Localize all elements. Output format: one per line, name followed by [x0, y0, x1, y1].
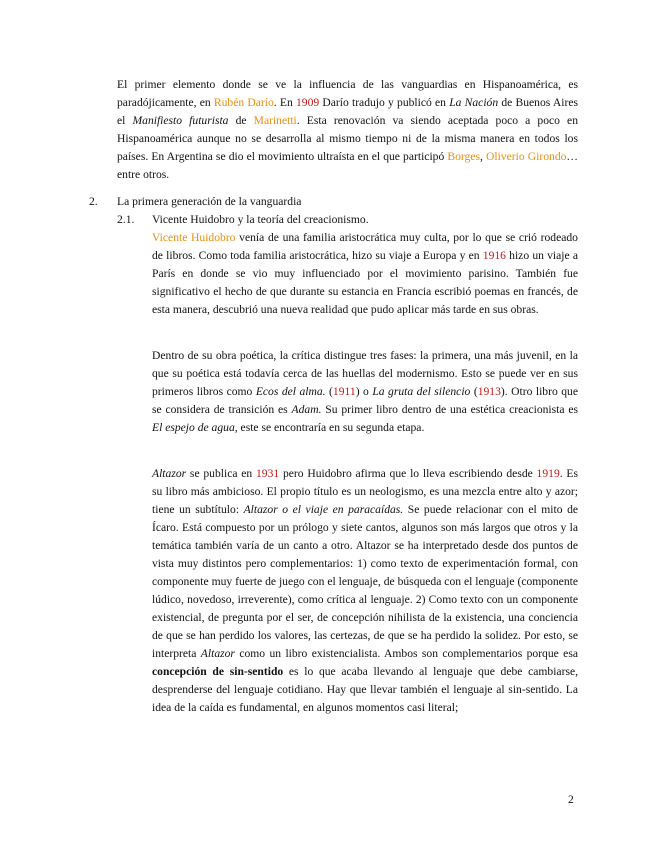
text: Darío tradujo y publicó en — [319, 96, 450, 109]
link-borges[interactable]: Borges — [447, 150, 481, 163]
text: . En — [273, 96, 296, 109]
text: El primer elemento donde se ve la influencia de las vanguardias en Hispanoamérica, es paradójicamente, en — [117, 78, 578, 109]
text: , — [480, 150, 487, 163]
link-year-1931[interactable]: 1931 — [255, 467, 280, 480]
text: ( — [470, 385, 478, 398]
paragraph-altazor — [152, 465, 578, 717]
text: se publica en — [186, 467, 256, 480]
text: de Buenos Aires el — [117, 96, 578, 127]
link-year-1911[interactable]: 1911 — [332, 385, 356, 398]
link-ruben-dario[interactable]: Rubén Darío — [213, 96, 274, 109]
title-ecos-del-alma: Ecos del alma. — [255, 385, 326, 398]
link-year-1919[interactable]: 1919 — [536, 467, 560, 480]
link-oliverio-girondo[interactable]: Oliverio Girondo — [486, 150, 567, 163]
text: de — [228, 114, 254, 127]
title-el-espejo-de-agua: El espejo de agua — [152, 421, 235, 434]
title-altazor: Altazor — [200, 647, 235, 660]
text: ) o — [355, 385, 373, 398]
text: como un libro existencialista. Ambos son complementarios porque esa — [234, 647, 578, 660]
subsection-heading: Vicente Huidobro y la teoría del creacionismo. — [152, 213, 369, 226]
title-la-nacion: La Nación — [449, 96, 499, 109]
subsection-number: 2.1. — [117, 213, 135, 226]
text: venía de una familia aristocrática muy culta, por lo que se crió rodeado de libros. Como toda familia aristocrática, hizo su viaje a Europa y en — [152, 231, 578, 262]
text: … entre otros. — [117, 150, 579, 181]
link-year-1913[interactable]: 1913 — [477, 385, 501, 398]
text: es lo que acaba llevando al lenguaje que debe cambiarse, desprenderse del lenguaje cotidiano. Hay que llevar también el lenguaje al sin-sentido. La idea de la caída es fundamental, en algunos momentos casi literal; — [152, 665, 579, 714]
section-number: 2. — [89, 195, 98, 208]
text: hizo un viaje a París en donde se vio muy influenciado por el movimiento parisino. También fue significativo el hecho de que durante su estancia en Francia escribió poemas en francés, de esta manera, descubrió una nueva realidad que pudo aplicar más tarde en sus obras. — [152, 249, 579, 316]
section-heading: La primera generación de la vanguardia — [117, 195, 302, 208]
bold-phrase: concepción de sin-sentido — [152, 665, 284, 678]
text: , este se encontraría en su segunda etapa. — [234, 421, 425, 434]
title-adam: Adam. — [291, 403, 322, 416]
page-number: 2 — [568, 793, 574, 806]
title-altazor: Altazor — [152, 467, 187, 480]
text: ). Otro libro que se considera de transición es — [152, 385, 578, 416]
link-year-1909[interactable]: 1909 — [295, 96, 320, 109]
link-year-1916[interactable]: 1916 — [482, 249, 506, 262]
text: pero Huidobro afirma que lo lleva escribiendo desde — [279, 467, 537, 480]
text: . Esta renovación va siendo aceptada poco a poco en Hispanoamérica aunque no se desarrolla al mismo tiempo ni de la misma manera en todos los países. En Argentina se dio el movimiento ultraísta en el que participó — [117, 114, 579, 163]
title-la-gruta-del-silencio: La gruta del silencio — [372, 385, 471, 398]
text: Dentro de su obra poética, la crítica distingue tres fases: la primera, una más juvenil, en la que su poética está todavía cerca de las huellas del modernismo. Esto se puede ver en sus primeros libros como — [152, 349, 578, 398]
text: . Es su libro más ambicioso. El propio título es un neologismo, es una mezcla entre alto y azor; tiene un subtítulo: — [152, 467, 578, 516]
text: Su primer libro dentro de una estética creacionista es — [321, 403, 578, 416]
link-vicente-huidobro[interactable]: Vicente Huidobro — [152, 231, 236, 244]
text: Se puede relacionar con el mito de Ícaro. Está compuesto por un prólogo y siete cantos, algunos son más largos que otros y la temática también varía de un canto a otro. Altazor se ha interpretado desde dos puntos de vista muy distintos pero complementarios: 1) como texto de experimentación formal, con componente muy fuerte de juego con el lenguaje, de búsqueda con el lenguaje (componente lúdico, novedoso, irreverente), como crítica al lenguaje. 2) Como texto con un componente existencial, de pregunta por el ser, de concepción nihilista de la existencia, una conciencia de que se han perdido los valores, las certezas, de que se ha perdido la solidez. Por esto, se interpreta — [152, 503, 579, 660]
title-manifiesto-futurista: Manifiesto futurista — [132, 114, 229, 127]
paragraph-vanguardias-intro — [117, 76, 578, 184]
link-marinetti[interactable]: Marinetti — [253, 114, 297, 127]
paragraph-obra-poetica — [152, 347, 578, 437]
text: ( — [325, 385, 333, 398]
title-altazor-subtitle: Altazor o el viaje en paracaídas. — [243, 503, 404, 516]
paragraph-huidobro-bio — [152, 229, 578, 319]
